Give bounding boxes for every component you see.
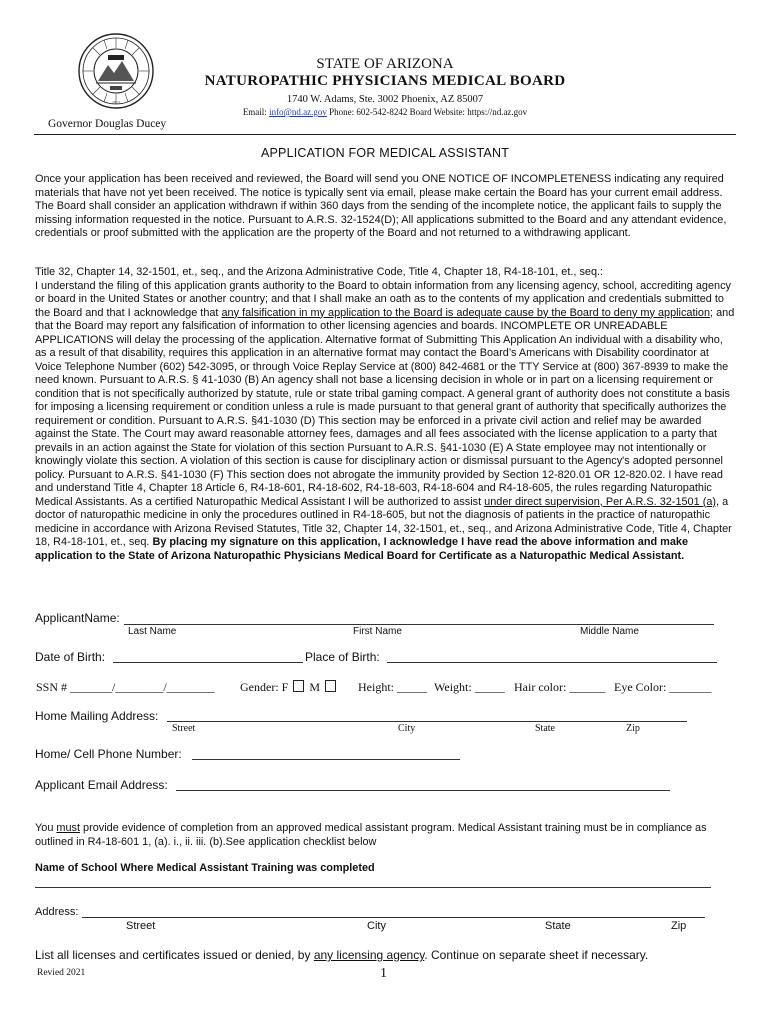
ack-text-a: I understand the filing of this application grants authority to the Board to obtain information from any licensing agency, school, accrediting agency or board in the United States or another country; and that I shall make an oath as to the contents of my application and credentials submitted to the Board and that I acknowledge that	[35, 279, 731, 319]
board-contact	[0, 107, 770, 117]
ack-text-b: ; and that the Board may report any falsification of information to other licensing agencies and boards. INCOMPLETE OR UNREADABLE APPLICATIONS will delay the processing of the application. Alternative format of Submitting This Application An individual with a disability who, as a result of that disability, requires this application in an alternative format may contact the Board’s Americans with Disability coordinator at Voice Telephone Number (602) 542-3095, or through Voice Replay Service at (800) 842-4681 or the TTY Service at (800) 367-8939 to make the need known. Pursuant to A.R.S. § 41-1030 (B) An agency shall not base a licensing decision in whole or in part on a licensing requirement or condition that is not specifically authorized by statute, rule or state tribal gaming compact. A general grant of authority does not constitute a basis for imposing a licensing requirement or condition unless a rule is made pursuant to that general grant of authority that specifically authorizes the requirement or condition. Pursuant to A.R.S. §41-1030 (D) This section may be enforced in a private civil action and relief may be awarded against the State. The Court may award reasonable attorney fees, damages and all fees associated with the license application to a party that prevails in an action against the State for violation of this section Pursuant to A.R.S. §41-1030 (E) A State employee may not intentionally or knowingly violate this section. A violation of this section is cause for disciplinary action or dismissal pursuant to the Agency's adopted personnel policy. Pursuant to A.R.S. §41-1030 (F) This section does not abrogate the immunity provided by Section 12-820.01 OR 12-820.02. I have read and understand Title 4, Chapter 18 Article 6, R4-18-601, R4-18-602, R4-18-603, R4-18-604 and R4-18-605, the rules regarding Naturopathic Medical Assistants. As a certified Naturopathic Medical Assistant I will be authorized to assist	[35, 306, 735, 508]
place-of-birth-label: Place of Birth:	[305, 650, 380, 664]
ack-text-c: , a doctor of naturopathic medicine in only the procedures outlined in R4-18-605, but not the diagnosis of patients in the practice of naturopathic medicine in accordance with Arizona Revised Statutes, Title 32, Chapter 14, 32-1501, et., seq., and Arizona Administrative Code, Title 4, Chapter 18, R4-18-101, et., seq.	[35, 495, 732, 548]
school-street-caption: Street	[126, 920, 156, 932]
zip-caption: Zip	[626, 723, 640, 734]
page-number: 1	[380, 966, 387, 981]
dob-label: Date of Birth:	[35, 650, 106, 664]
board-address: 1740 W. Adams, Ste. 3002 Phoenix, AZ 85007	[286, 94, 484, 105]
email-label: Applicant Email Address:	[35, 778, 168, 792]
school-name-heading: Name of School Where Medical Assistant Training was completed	[35, 862, 375, 874]
applicant-name-label: ApplicantName:	[35, 611, 120, 625]
eye-color-field[interactable]: Eye Color: _______	[614, 680, 712, 694]
licenses-instruction	[35, 948, 648, 962]
ssn-field[interactable]: SSN # _______/________/________	[36, 680, 215, 694]
street-caption: Street	[172, 723, 196, 734]
state-name: STATE OF ARIZONA	[316, 56, 454, 72]
training-evidence-paragraph	[35, 822, 735, 849]
hair-color-field[interactable]: Hair color: ______	[514, 680, 606, 694]
place-of-birth-field[interactable]	[387, 662, 717, 663]
licenses-link: any licensing agency	[313, 948, 425, 962]
svg-text:1912: 1912	[112, 100, 120, 105]
form-title: APPLICATION FOR MEDICAL ASSISTANT	[260, 146, 510, 160]
school-zip-caption: Zip	[671, 920, 687, 932]
school-city-caption: City	[367, 920, 386, 932]
ack-signature-statement: By placing my signature on this application, I acknowledge I have read the above information and make application to the State of Arizona Naturopathic Physicians Medical Board for Certificate as a Naturopathic Medical Assistant.	[35, 536, 689, 562]
dob-field[interactable]	[113, 662, 303, 663]
weight-field[interactable]: Weight: _____	[434, 680, 505, 694]
phone-label: Home/ Cell Phone Number:	[35, 747, 182, 761]
phone-field[interactable]	[192, 759, 460, 760]
last-name-caption: Last Name	[128, 626, 177, 637]
city-caption: City	[398, 723, 416, 734]
height-field[interactable]: Height: _____	[358, 680, 427, 694]
statute-acknowledgement-paragraph	[35, 266, 735, 563]
gender-label: Gender: F	[240, 680, 289, 694]
board-name: NATUROPATHIC PHYSICIANS MEDICAL BOARD	[204, 73, 566, 89]
training-pre: You	[35, 822, 57, 834]
state-caption: State	[535, 723, 555, 734]
gender-m-label: M	[309, 680, 320, 694]
gender-f-checkbox[interactable]	[293, 680, 304, 692]
revision-note: Revied 2021	[37, 968, 86, 978]
board-email-link[interactable]: info@nd.az.gov	[269, 107, 327, 117]
applicant-name-field[interactable]	[124, 624, 714, 625]
home-mailing-field[interactable]	[167, 721, 687, 722]
email-label: Email:	[242, 107, 267, 117]
school-address-label: Address:	[35, 906, 79, 918]
email-field[interactable]	[176, 790, 670, 791]
ack-underlined-b: under direct supervision, Per A.R.S. 32-1501 (a)	[484, 495, 717, 508]
first-name-caption: First Name	[353, 626, 402, 637]
licenses-pre: List all licenses and certificates issued or denied, by	[35, 948, 314, 962]
middle-name-caption: Middle Name	[580, 626, 639, 637]
school-name-field[interactable]	[35, 887, 711, 888]
home-mailing-label: Home Mailing Address:	[35, 709, 159, 723]
governor-name: Governor Douglas Ducey	[48, 118, 167, 130]
incompleteness-notice-paragraph: Once your application has been received and reviewed, the Board will send you ONE NOTICE OF INCOMPLETENESS indicating any required materials that have not yet been received. The notice is typically sent via email, please make certain the Board has your current email address. The Board shall consider an application withdrawn if within 360 days from the sending of the incomplete notice, the applicant fails to supply the missing information requested in the notice. Pursuant to A.R.S. 32-1524(D); All applications submitted to the Board and any attendant evidence, credentials or proof submitted with the application are the property of the Board and not returned to a withdrawing applicant.	[35, 173, 727, 239]
licenses-post: . Continue on separate sheet if necessary.	[424, 948, 649, 962]
header-divider	[34, 134, 736, 135]
training-must: must	[56, 822, 81, 834]
gender-m-checkbox[interactable]	[325, 680, 336, 692]
school-address-field[interactable]	[82, 917, 705, 918]
gender-selector	[240, 680, 338, 695]
statute-line: Title 32, Chapter 14, 32-1501, et., seq., and the Arizona Administrative Code, Title 4, Chapter 18, R4-18-101, et., seq.:	[35, 266, 604, 278]
ack-underlined-a: any falsification in my application to the Board is adequate cause by the Board to deny my application	[221, 306, 711, 319]
phone-website: Phone: 602-542-8242 Board Website: https://nd.az.gov	[329, 107, 528, 117]
school-state-caption: State	[545, 920, 571, 932]
training-post: provide evidence of completion from an approved medical assistant program. Medical Assistant training must be in compliance as outlined in R4-18-601 1, (a). i., ii. iii. (b).See application checklist below	[35, 822, 707, 848]
